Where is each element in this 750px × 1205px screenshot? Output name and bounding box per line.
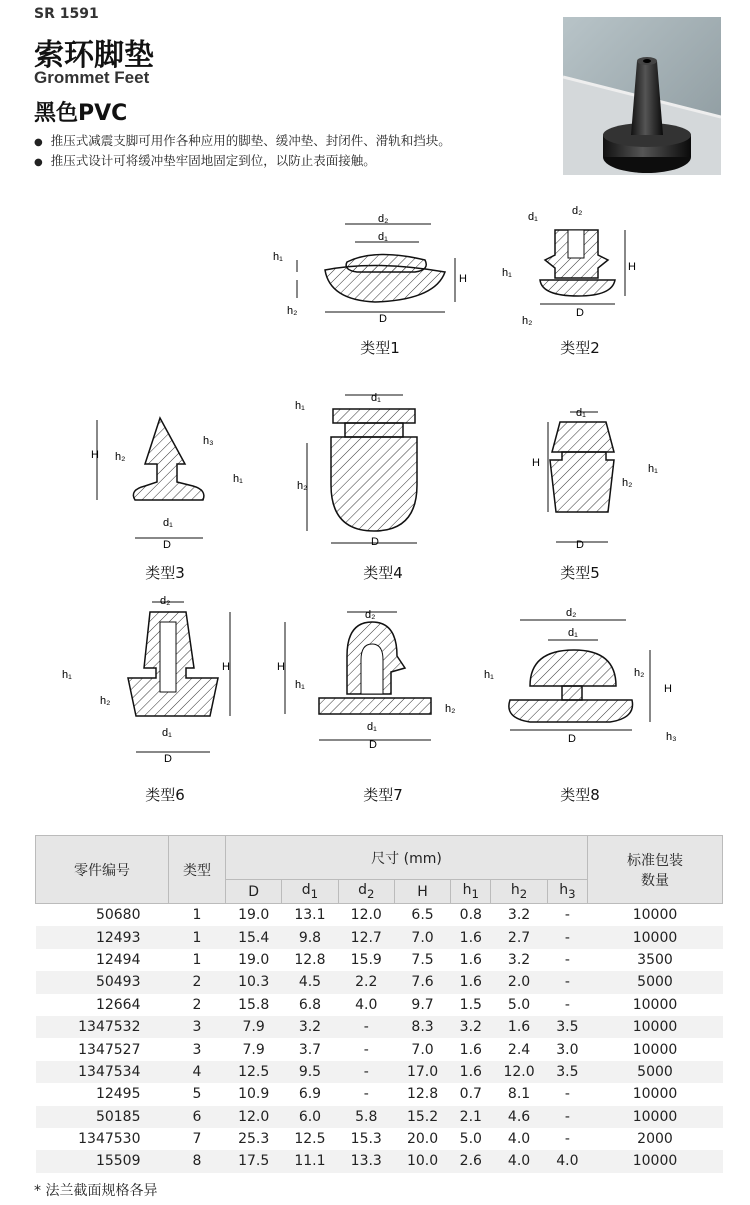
table-cell: 4.0 (338, 994, 394, 1016)
table-row (36, 1061, 723, 1083)
table-cell: 6.5 (394, 904, 450, 927)
type4-diagram (285, 385, 465, 559)
dim-H: H (628, 261, 636, 273)
table-cell: 12.0 (226, 1106, 282, 1128)
type8-label: 类型8 (560, 786, 600, 804)
table-cell: 15.4 (226, 926, 282, 948)
table-row (36, 994, 723, 1016)
table-cell: 8 (169, 1150, 226, 1172)
table-cell: 3.0 (547, 1038, 587, 1060)
table-cell: 2.0 (491, 971, 547, 993)
table-cell: 3.2 (282, 1016, 338, 1038)
dim-d1: d₁ (378, 231, 388, 243)
dim-h2: h₂ (287, 305, 298, 317)
table-cell: 7.6 (394, 971, 450, 993)
header-type: 类型 (169, 836, 226, 904)
table-cell: 50493 (36, 971, 169, 993)
table-cell: 5.0 (491, 994, 547, 1016)
dim-h2: h₂ (522, 315, 533, 327)
dim-h2: h₂ (445, 703, 456, 715)
table-cell: 7.9 (226, 1016, 282, 1038)
table-cell: 50185 (36, 1106, 169, 1128)
dim-d1: d₁ (162, 727, 172, 739)
table-cell: 4.0 (491, 1128, 547, 1150)
type6-label: 类型6 (145, 786, 185, 804)
material-label: 黑色PVC (34, 101, 128, 126)
product-code: SR 1591 (34, 6, 99, 22)
table-cell: 9.7 (394, 994, 450, 1016)
table-cell: 20.0 (394, 1128, 450, 1150)
table-cell: - (547, 926, 587, 948)
table-cell: 9.5 (282, 1061, 338, 1083)
table-cell: 4.0 (491, 1150, 547, 1172)
table-cell: 1.6 (451, 1061, 491, 1083)
table-cell: - (547, 994, 587, 1016)
product-photo (563, 17, 721, 175)
dim-d2: d₂ (365, 609, 376, 621)
dim-h2: h₂ (100, 695, 111, 707)
table-cell: 15.9 (338, 949, 394, 971)
table-cell: 0.8 (451, 904, 491, 927)
table-cell: 3500 (588, 949, 723, 971)
table-cell: 1 (169, 926, 226, 948)
dim-d1: d₁ (528, 211, 538, 223)
dim-h1: h₁ (295, 400, 305, 412)
table-row (36, 1016, 723, 1038)
table-cell: 12664 (36, 994, 169, 1016)
table-cell: 7.0 (394, 1038, 450, 1060)
type6-diagram (60, 592, 250, 776)
dim-h1: h₁ (502, 267, 512, 279)
dim-h1: h₁ (233, 473, 243, 485)
table-cell: 12.0 (491, 1061, 547, 1083)
table-cell: 1.6 (451, 926, 491, 948)
footnote: * 法兰截面规格各异 (34, 1183, 158, 1199)
dim-D: D (163, 539, 171, 551)
table-cell: 7 (169, 1128, 226, 1150)
table-cell: 7.9 (226, 1038, 282, 1060)
table-cell: - (547, 1083, 587, 1105)
header-d2: $d_2$ (338, 880, 394, 904)
table-cell: 1.5 (451, 994, 491, 1016)
table-cell: 2.4 (491, 1038, 547, 1060)
table-cell: 12.0 (338, 904, 394, 927)
table-cell: 10000 (588, 994, 723, 1016)
table-cell: 3.5 (547, 1061, 587, 1083)
dim-H: H (459, 273, 467, 285)
table-cell: 12.7 (338, 926, 394, 948)
table-cell: 5.8 (338, 1106, 394, 1128)
table-cell: 12.8 (282, 949, 338, 971)
table-cell: 10.3 (226, 971, 282, 993)
dim-h1: h₁ (273, 251, 283, 263)
type5-diagram (510, 400, 670, 554)
table-cell: - (547, 971, 587, 993)
table-cell: 50680 (36, 904, 169, 927)
table-cell: 7.5 (394, 949, 450, 971)
header-pack-line1: 标准包装 (627, 852, 683, 869)
table-cell: 2.6 (451, 1150, 491, 1172)
table-cell: - (338, 1083, 394, 1105)
dim-D: D (369, 739, 377, 751)
table-cell: 5000 (588, 971, 723, 993)
table-cell: - (547, 1128, 587, 1150)
table-cell: 1347534 (36, 1061, 169, 1083)
type1-label: 类型1 (360, 339, 400, 357)
table-row (36, 904, 723, 927)
type5-label: 类型5 (560, 564, 600, 582)
header-h1: $h_1$ (451, 880, 491, 904)
table-row (36, 949, 723, 971)
type1-diagram (265, 210, 485, 334)
table-cell: 1.6 (451, 949, 491, 971)
type3-diagram (85, 408, 265, 552)
table-cell: - (547, 949, 587, 971)
table-cell: 1347532 (36, 1016, 169, 1038)
dim-h1: h₁ (484, 669, 494, 681)
dim-h2: h₂ (297, 480, 308, 492)
header-d1: $d_1$ (282, 880, 338, 904)
table-cell: 17.0 (394, 1061, 450, 1083)
type8-diagram (484, 600, 690, 754)
table-cell: 2.1 (451, 1106, 491, 1128)
dim-h2: h₂ (622, 477, 633, 489)
table-cell: 19.0 (226, 904, 282, 927)
table-cell: 1.6 (451, 1038, 491, 1060)
table-cell: - (338, 1038, 394, 1060)
table-cell: 3 (169, 1038, 226, 1060)
spec-table (35, 835, 723, 1173)
dim-h1: h₁ (62, 669, 72, 681)
header-part: 零件编号 (36, 836, 169, 904)
table-row (36, 1038, 723, 1060)
table-cell: 12493 (36, 926, 169, 948)
table-cell: 5000 (588, 1061, 723, 1083)
table-cell: 10.9 (226, 1083, 282, 1105)
dim-h3: h₃ (203, 435, 214, 447)
table-cell: 5 (169, 1083, 226, 1105)
table-cell: - (338, 1061, 394, 1083)
feature-list (34, 132, 451, 172)
dim-d1: d₁ (367, 721, 377, 733)
table-cell: 1 (169, 949, 226, 971)
table-cell: 4.0 (547, 1150, 587, 1172)
dim-d2: d₂ (378, 213, 389, 225)
table-cell: 1 (169, 904, 226, 927)
table-row (36, 1150, 723, 1172)
feature-item: ● 推压式设计可将缓冲垫牢固地固定到位，以防止表面接触。 (34, 152, 451, 172)
table-cell: 3.2 (451, 1016, 491, 1038)
header-h3: $h_3$ (547, 880, 587, 904)
table-cell: 15509 (36, 1150, 169, 1172)
table-cell: 4 (169, 1061, 226, 1083)
table-cell: 13.1 (282, 904, 338, 927)
table-cell: 10000 (588, 1150, 723, 1172)
dim-d1: d₁ (371, 392, 381, 404)
dim-D: D (576, 539, 584, 551)
table-cell: 10000 (588, 904, 723, 927)
table-cell: 4.6 (491, 1106, 547, 1128)
header-pack (588, 836, 723, 904)
type3-label: 类型3 (145, 564, 185, 582)
type7-label: 类型7 (363, 786, 403, 804)
table-cell: 12495 (36, 1083, 169, 1105)
dim-h1: h₁ (648, 463, 658, 475)
table-cell: 4.5 (282, 971, 338, 993)
dim-H: H (222, 661, 230, 673)
table-cell: - (547, 1106, 587, 1128)
table-row (36, 926, 723, 948)
table-row (36, 1106, 723, 1128)
dim-d2: d₂ (160, 595, 171, 607)
table-cell: 15.2 (394, 1106, 450, 1128)
table-cell: 6 (169, 1106, 226, 1128)
table-cell: 15.3 (338, 1128, 394, 1150)
table-cell: 0.7 (451, 1083, 491, 1105)
dim-d1: d₁ (576, 407, 586, 419)
table-cell: 3.2 (491, 949, 547, 971)
table-cell: 9.8 (282, 926, 338, 948)
table-cell: 12.5 (226, 1061, 282, 1083)
table-cell: 1.6 (451, 971, 491, 993)
table-cell: 25.3 (226, 1128, 282, 1150)
table-cell: 1347527 (36, 1038, 169, 1060)
header-dims: 尺寸 (mm) (226, 836, 588, 880)
dim-H: H (91, 449, 99, 461)
table-cell: 1347530 (36, 1128, 169, 1150)
dim-D: D (371, 536, 379, 548)
table-cell: 10.0 (394, 1150, 450, 1172)
dim-d2: d₂ (566, 607, 577, 619)
dim-D: D (164, 753, 172, 765)
table-cell: 11.1 (282, 1150, 338, 1172)
table-cell: - (338, 1016, 394, 1038)
page-subtitle: Grommet Feet (34, 68, 150, 87)
table-cell: 1.6 (491, 1016, 547, 1038)
dim-D: D (576, 307, 584, 319)
table-cell: 8.1 (491, 1083, 547, 1105)
header-pack-line2: 数量 (641, 872, 669, 889)
header-H: H (394, 880, 450, 904)
table-cell: 15.8 (226, 994, 282, 1016)
table-cell: 5.0 (451, 1128, 491, 1150)
table-cell: 19.0 (226, 949, 282, 971)
table-cell: 2.2 (338, 971, 394, 993)
dim-d1: d₁ (163, 517, 173, 529)
table-cell: 2 (169, 971, 226, 993)
table-cell: 13.3 (338, 1150, 394, 1172)
table-row (36, 1083, 723, 1105)
dim-h2: h₂ (634, 667, 645, 679)
dim-D: D (379, 313, 387, 325)
table-cell: 3.5 (547, 1016, 587, 1038)
table-cell: 2.7 (491, 926, 547, 948)
header-h2: $h_2$ (491, 880, 547, 904)
dim-h1: h₁ (295, 679, 305, 691)
table-cell: 3 (169, 1016, 226, 1038)
type2-label: 类型2 (560, 339, 600, 357)
table-cell: 10000 (588, 1106, 723, 1128)
type4-label: 类型4 (363, 564, 403, 582)
table-cell: 10000 (588, 1016, 723, 1038)
table-cell: 6.9 (282, 1083, 338, 1105)
table-cell: 10000 (588, 926, 723, 948)
table-cell: 2 (169, 994, 226, 1016)
table-row (36, 1128, 723, 1150)
table-cell: - (547, 904, 587, 927)
table-cell: 17.5 (226, 1150, 282, 1172)
table-cell: 12.5 (282, 1128, 338, 1150)
type2-diagram (500, 200, 650, 334)
dim-d1: d₁ (568, 627, 578, 639)
dim-h3: h₃ (666, 731, 677, 743)
type7-diagram (265, 600, 465, 764)
dim-H: H (532, 457, 540, 469)
table-cell: 7.0 (394, 926, 450, 948)
dim-H: H (277, 661, 285, 673)
table-cell: 6.8 (282, 994, 338, 1016)
table-cell: 10000 (588, 1038, 723, 1060)
dim-d2: d₂ (572, 205, 583, 217)
feature-item: ● 推压式减震支脚可用作各种应用的脚垫、缓冲垫、封闭件、滑轨和挡块。 (34, 132, 451, 152)
dim-D: D (568, 733, 576, 745)
dim-H: H (664, 683, 672, 695)
table-cell: 10000 (588, 1083, 723, 1105)
table-cell: 6.0 (282, 1106, 338, 1128)
page-title: 索环脚垫 (34, 38, 154, 73)
table-cell: 12494 (36, 949, 169, 971)
table-cell: 3.2 (491, 904, 547, 927)
table-cell: 8.3 (394, 1016, 450, 1038)
table-cell: 2000 (588, 1128, 723, 1150)
header-D: D (226, 880, 282, 904)
table-cell: 12.8 (394, 1083, 450, 1105)
table-cell: 3.7 (282, 1038, 338, 1060)
table-row (36, 971, 723, 993)
dim-h2: h₂ (115, 451, 126, 463)
